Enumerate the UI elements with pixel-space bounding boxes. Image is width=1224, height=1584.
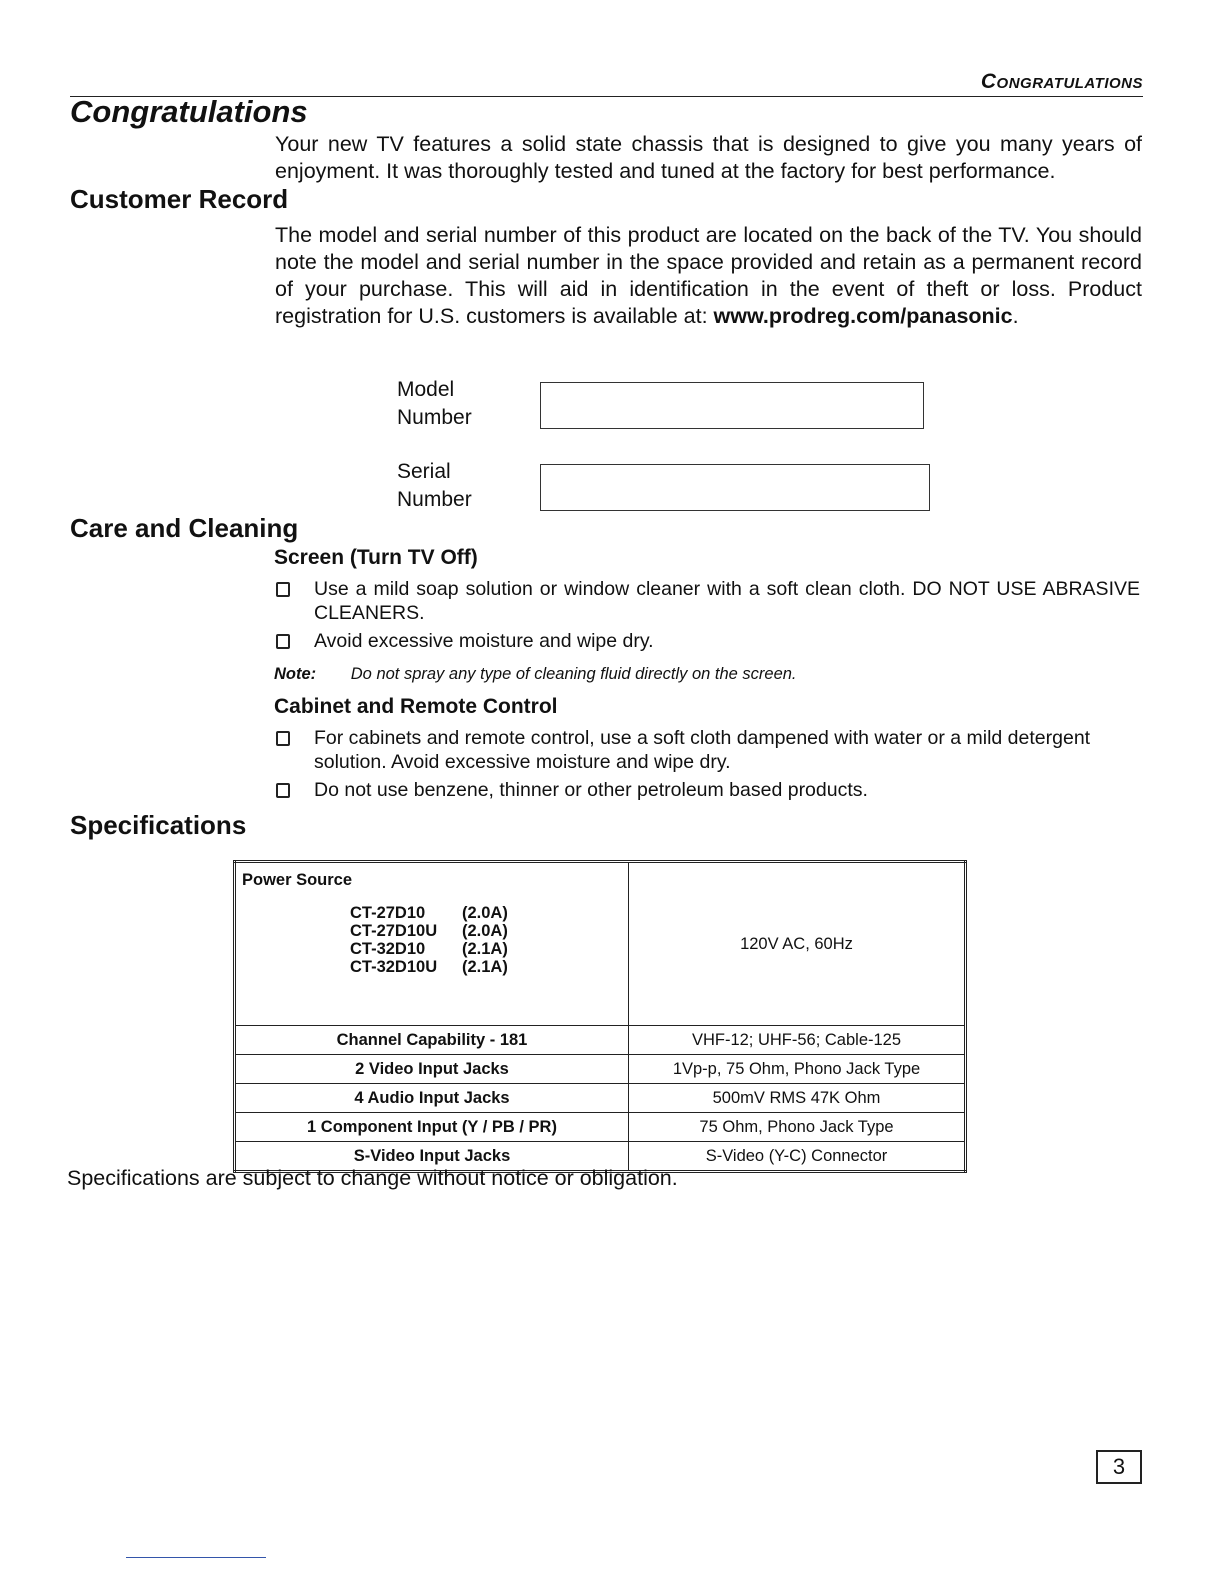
cabinet-care-item-1-text: For cabinets and remote control, use a soft cloth dampened with water or a mild detergent solution. Avoid excessive moisture and wipe dry. [314,727,1091,773]
spec-label: Channel Capability - 181 [235,1026,629,1055]
spec-label: 4 Audio Input Jacks [235,1084,629,1113]
model-row [350,904,622,922]
cabinet-care-item-2 [274,778,1140,802]
spec-value: VHF-12; UHF-56; Cable-125 [629,1026,966,1055]
spec-label: S-Video Input Jacks [235,1142,629,1172]
model-row [350,922,622,940]
model-name: CT-32D10 [350,940,426,958]
note-label: Note: [274,665,317,683]
specifications-disclaimer: Specifications are subject to change without notice or obligation. [67,1166,678,1190]
checkbox-bullet-icon [276,783,290,798]
checkbox-bullet-icon [276,634,290,649]
congratulations-heading: Congratulations [70,94,308,129]
customer-record-paragraph: The model and serial number of this product are located on the back of the TV. You should note the model and serial number in the space provided and retain as a permanent record of your purchase. This will aid in identification in the event of theft or loss. Product registration for U.S. customers is available at: [275,223,1142,328]
footer-divider [126,1557,266,1558]
model-label-line-2: Number [397,406,472,429]
model-amps: (2.1A) [462,958,508,976]
care-cleaning-heading: Care and Cleaning [70,513,299,543]
model-amps: (2.0A) [462,904,508,922]
screen-care-item-2 [274,629,1140,653]
customer-record-heading: Customer Record [70,184,289,214]
cabinet-care-item-2-text: Do not use benzene, thinner or other petroleum based products. [314,779,868,801]
cabinet-care-item-1 [274,726,1140,774]
power-source-label: Power Source [242,871,353,889]
specifications-table [233,860,967,1173]
model-name: CT-32D10U [350,958,438,976]
screen-care-list [274,577,1140,657]
spec-row [235,1113,966,1142]
model-list [350,904,622,976]
spec-row [235,1084,966,1113]
customer-record-text [275,222,1142,330]
model-row [350,958,622,976]
specifications-table-wrapper [233,860,967,1173]
running-header-title: Congratulations [980,70,1143,93]
spec-row [235,1055,966,1084]
power-source-cell [235,862,629,1026]
cabinet-care-list [274,726,1140,806]
specifications-heading: Specifications [70,810,247,840]
screen-care-item-1 [274,577,1140,625]
registration-url-suffix: . [1012,304,1019,328]
spec-value: S-Video (Y-C) Connector [629,1142,966,1172]
model-amps: (2.1A) [462,940,508,958]
spec-row [235,1026,966,1055]
power-source-row [235,862,966,1026]
spec-value: 75 Ohm, Phono Jack Type [629,1113,966,1142]
power-value-cell: 120V AC, 60Hz [629,862,966,1026]
note-text: Do not spray any type of cleaning fluid directly on the screen. [350,665,797,683]
cabinet-subheading: Cabinet and Remote Control [274,695,558,718]
spec-value: 1Vp-p, 75 Ohm, Phono Jack Type [629,1055,966,1084]
model-amps: (2.0A) [462,922,508,940]
model-number-label [397,376,472,432]
spec-label: 1 Component Input (Y / PB / PR) [235,1113,629,1142]
model-name: CT-27D10U [350,922,438,940]
checkbox-bullet-icon [276,582,290,597]
screen-care-item-1-text: Use a mild soap solution or window cleaner with a soft clean cloth. DO NOT USE ABRASIVE CLEANERS. [314,578,1140,624]
model-number-field[interactable] [540,382,924,429]
model-row [350,940,622,958]
page-number: 3 [1096,1450,1142,1484]
running-header [70,70,1143,97]
spec-value: 500mV RMS 47K Ohm [629,1084,966,1113]
congratulations-text: Your new TV features a solid state chassis that is designed to give you many years of enjoyment. It was thoroughly tested and tuned at the factory for best performance. [275,132,1142,183]
spec-label: 2 Video Input Jacks [235,1055,629,1084]
serial-number-label [397,458,472,514]
checkbox-bullet-icon [276,731,290,746]
model-name: CT-27D10 [350,904,426,922]
cleaning-note [274,665,797,684]
serial-label-line-2: Number [397,488,472,511]
serial-label-line-1: Serial [397,460,451,483]
registration-url[interactable]: www.prodreg.com/panasonic [713,304,1013,328]
model-label-line-1: Model [397,378,455,401]
serial-number-field[interactable] [540,464,930,511]
screen-subheading: Screen (Turn TV Off) [274,546,478,569]
screen-care-item-2-text: Avoid excessive moisture and wipe dry. [314,630,654,652]
